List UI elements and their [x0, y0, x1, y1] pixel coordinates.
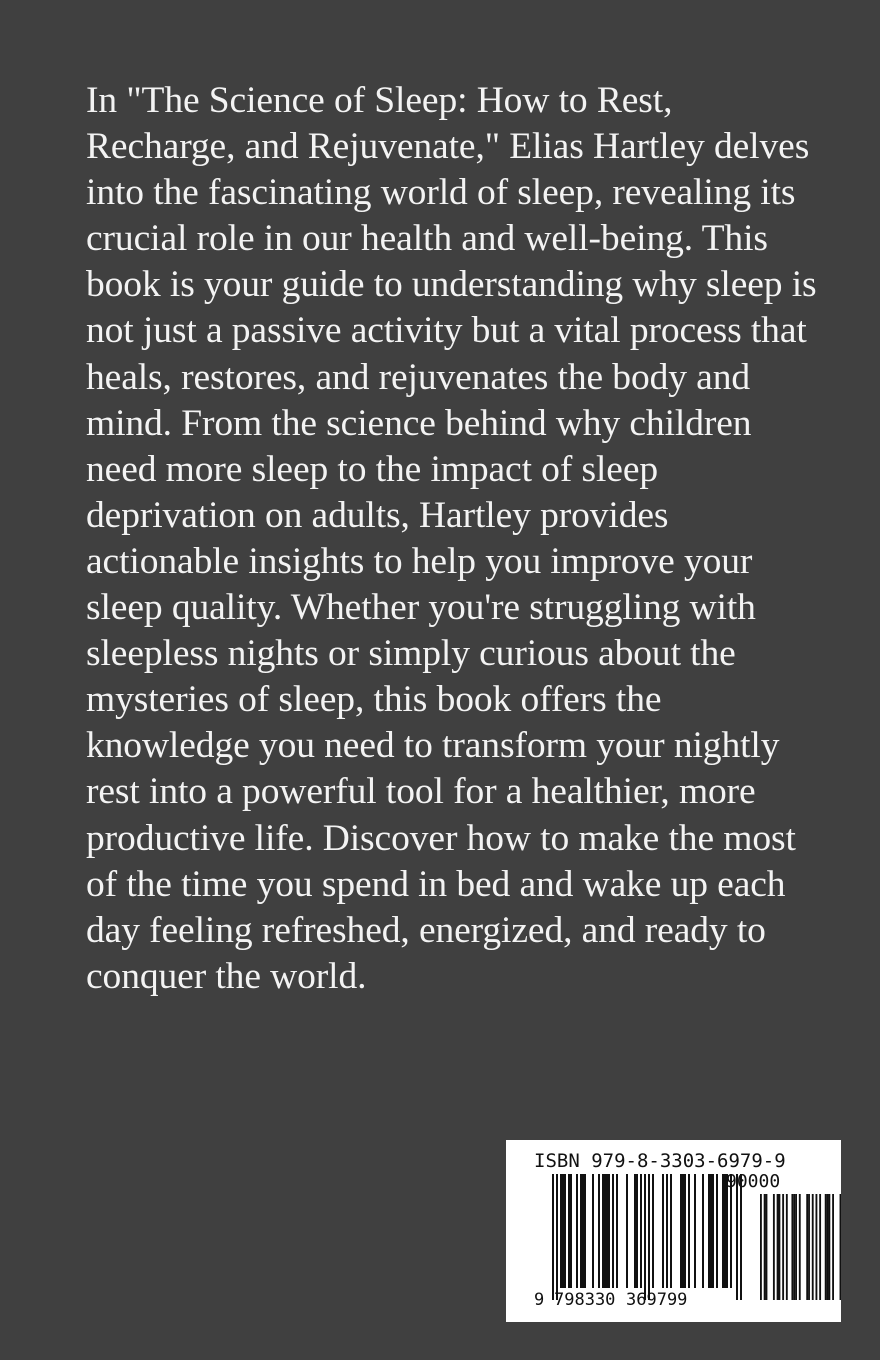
- barcode-bar: [576, 1174, 578, 1288]
- isbn-barcode: [506, 1140, 841, 1322]
- addon-bar: [825, 1194, 827, 1300]
- barcode-bar: [582, 1174, 584, 1288]
- barcode-bar: [606, 1174, 608, 1288]
- barcode-bar: [712, 1174, 714, 1288]
- barcode-bar: [722, 1174, 724, 1288]
- barcode-bar: [626, 1174, 628, 1288]
- barcode-bar: [652, 1174, 654, 1288]
- addon-bar: [760, 1194, 762, 1300]
- barcode-bar: [688, 1174, 690, 1288]
- barcode-bar: [570, 1174, 572, 1288]
- addon-bar: [786, 1194, 788, 1300]
- barcode-bar: [666, 1174, 668, 1288]
- addon-bar: [806, 1194, 808, 1300]
- addon-bar: [840, 1194, 841, 1300]
- barcode-bar: [602, 1174, 604, 1288]
- addon-bar: [832, 1194, 834, 1300]
- barcode-bar: [670, 1174, 672, 1288]
- guard-bar: [736, 1174, 738, 1300]
- barcode-bar: [710, 1174, 712, 1288]
- barcode-bar: [564, 1174, 566, 1288]
- addon-bar: [782, 1194, 784, 1300]
- guard-bar: [648, 1174, 650, 1300]
- barcode-bar: [702, 1174, 704, 1288]
- barcode-bar: [584, 1174, 586, 1288]
- addon-bar: [779, 1194, 781, 1300]
- barcode-bar: [680, 1174, 682, 1288]
- barcode-bar: [612, 1174, 614, 1288]
- guard-bar: [556, 1174, 558, 1300]
- addon-bar: [773, 1194, 775, 1300]
- barcode-bar: [662, 1174, 664, 1288]
- addon-bar: [793, 1194, 795, 1300]
- barcode-bar: [560, 1174, 562, 1288]
- addon-bar: [791, 1194, 793, 1300]
- addon-bar: [816, 1194, 818, 1300]
- addon-bar: [799, 1194, 801, 1300]
- barcode-bar: [568, 1174, 570, 1288]
- addon-bar: [795, 1194, 797, 1300]
- barcode-bar: [640, 1174, 642, 1288]
- ean-right-digits: 369799: [626, 1290, 688, 1310]
- barcode-bar: [604, 1174, 606, 1288]
- addon-bar: [828, 1194, 830, 1300]
- barcode-bar: [682, 1174, 684, 1288]
- guard-bar: [552, 1174, 554, 1300]
- barcode-bar: [562, 1174, 564, 1288]
- price-addon-digits: 90000: [726, 1171, 781, 1192]
- back-cover-description: In "The Science of Sleep: How to Rest, Recharge, and Rejuvenate," Elias Hartley delves into the fascinating world of sleep, revealing its crucial role in our health and well-being. This book is your guide to understanding why sleep is not just a passive activity but a vital process that heals, restores, and rejuvenates the body and mind. From the science behind why children need more sleep to the impact of sleep deprivation on adults, Hartley provides actionable insights to help you improve your sleep quality. Whether you're struggling with sleepless nights or simply curious about the mysteries of sleep, this book offers the knowledge you need to transform your nightly rest into a powerful tool for a healthier, more productive life. Discover how to make the most of the time you spend in bed and wake up each day feeling refreshed, energized, and ready to conquer the world.: [86, 80, 817, 997]
- barcode-bar: [636, 1174, 638, 1288]
- addon-bar: [777, 1194, 779, 1300]
- barcode-bar: [608, 1174, 610, 1288]
- barcode-bar: [716, 1174, 718, 1288]
- addon-bar: [764, 1194, 766, 1300]
- addon-bar: [808, 1194, 810, 1300]
- barcode-bar: [684, 1174, 686, 1288]
- addon-bar: [812, 1194, 814, 1300]
- barcode-bar: [694, 1174, 696, 1288]
- barcode-bar: [598, 1174, 600, 1288]
- barcode-bar: [708, 1174, 710, 1288]
- guard-bar: [740, 1174, 742, 1300]
- guard-bar: [644, 1174, 646, 1300]
- ean-first-digit: 9: [534, 1290, 545, 1310]
- addon-bar: [819, 1194, 821, 1300]
- barcode-bar: [616, 1174, 618, 1288]
- addon-bar: [827, 1194, 829, 1300]
- barcode-bar: [580, 1174, 582, 1288]
- barcode-bar: [592, 1174, 594, 1288]
- barcode-bar: [634, 1174, 636, 1288]
- isbn-label: ISBN 979-8-3303-6979-9: [534, 1150, 786, 1172]
- addon-bar: [766, 1194, 768, 1300]
- ean-left-digits: 798330: [554, 1290, 616, 1310]
